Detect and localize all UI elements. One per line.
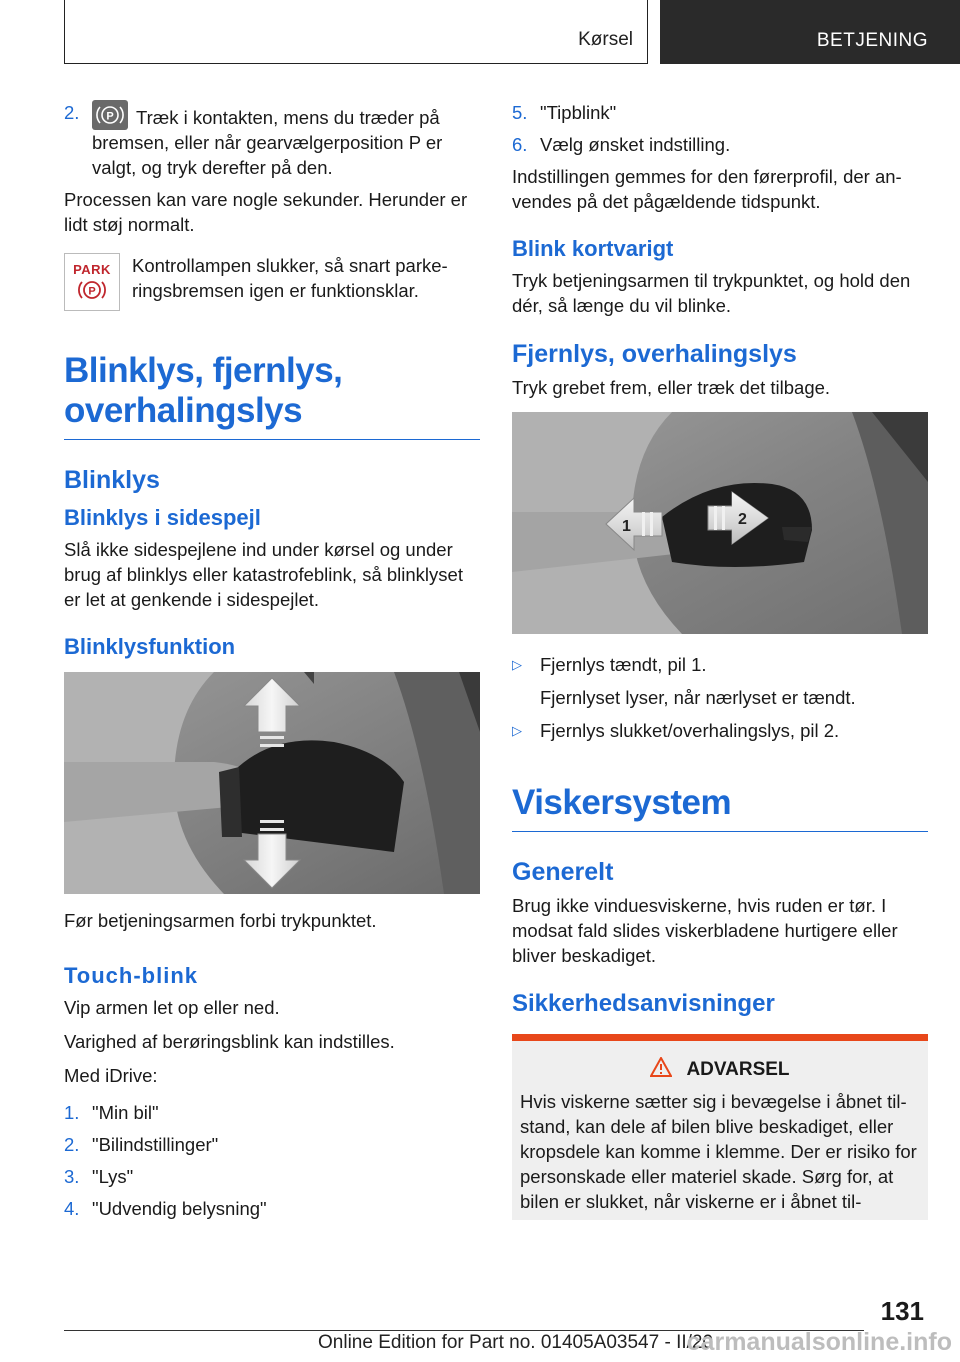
triangle-right-icon: ▷	[512, 657, 522, 672]
list-item: 1. "Min bil"	[64, 1102, 159, 1123]
heading-generelt: Generelt	[512, 858, 614, 886]
touch-paragraph-3: Med iDrive:	[64, 1065, 158, 1086]
left-column	[64, 100, 480, 1228]
heading-fjernlys: Fjernlys, overhalingslys	[512, 340, 797, 368]
heading-touch-blink: Touch-blink	[64, 963, 199, 988]
heading-viskersystem: Viskersystem	[512, 783, 928, 832]
saved-paragraph: Indstillingen gemmes for den førerprofil, der anvendes på det pågældende tidspunkt.	[512, 166, 902, 212]
warning-title: ADVARSEL	[686, 1059, 790, 1080]
footer-watermark: carmanualsonline.info	[686, 1328, 952, 1356]
triangle-right-icon: ▷	[512, 723, 522, 738]
header-section-box	[64, 0, 648, 64]
svg-text:P: P	[88, 285, 96, 297]
step-2-parking	[64, 100, 480, 180]
touch-paragraph-2: Varighed af berøringsblink kan indstilles.	[64, 1031, 395, 1052]
arrow-1-label: 1	[622, 518, 631, 535]
step-text: Træk i kontakten, mens du træder på bremsen, eller når gearvælgerposition P er valgt, og tryk derefter på den.	[92, 107, 443, 178]
list-item: 4. "Udvendig belysning"	[64, 1198, 267, 1219]
high-beam-stalk-image	[512, 412, 928, 634]
heading-blinklysfunktion: Blinklysfunktion	[64, 634, 236, 659]
park-lamp-note	[64, 253, 480, 311]
park-lamp-label: PARK	[73, 261, 111, 277]
generelt-paragraph: Brug ikke vinduesviskerne, hvis ruden er tør. I modsat fald slides viskerbladene hurtigere eller bliver beskadiget.	[512, 895, 898, 966]
header-section-title: Kørsel	[578, 29, 633, 50]
warning-title-row	[520, 1057, 920, 1083]
heading-sidespejl: Blinklys i sidespejl	[64, 505, 261, 530]
header-chapter-tab	[660, 0, 960, 64]
footer-edition: Online Edition for Part no. 01405A03547 - II/20	[318, 1332, 714, 1353]
heading-blink-kortvarigt: Blink kortvarigt	[512, 236, 674, 261]
arrow-2-label: 2	[738, 511, 747, 528]
list-item: ▷ Fjernlys slukket/overhalingslys, pil 2.	[512, 720, 840, 741]
turn-signal-stalk-image	[64, 672, 480, 894]
parking-brake-icon	[92, 100, 128, 130]
page-number: 131	[880, 1296, 924, 1326]
touch-paragraph-1: Vip armen let op eller ned.	[64, 997, 280, 1018]
warning-triangle-icon	[650, 1057, 672, 1083]
list-item: 5. "Tipblink"	[512, 102, 617, 123]
list-item: 3. "Lys"	[64, 1166, 134, 1187]
heading-blinklys: Blinklys	[64, 466, 160, 494]
fjernlys-paragraph: Tryk grebet frem, eller træk det tilbage.	[512, 377, 831, 398]
list-item: 2. "Bilindstillinger"	[64, 1134, 219, 1155]
list-item: ▷ Fjernlys tændt, pil 1. Fjernlyset lyser, når nærlyset er tændt.	[512, 654, 856, 708]
right-column	[512, 100, 928, 1220]
warning-text: Hvis viskerne sætter sig i bevægelse i åbnet tilstand, kan dele af bilen blive beskadiget, eller kropsdele kan komme i klemme. Der er risiko for personskade eller materiel skade. Sørg for, at bilen er slukket, når viskerne er i åbnet til-	[520, 1091, 917, 1212]
step-number: 2.	[64, 102, 80, 123]
main-heading: Blinklys, fjernlys, overhalingslys	[64, 351, 480, 440]
header-chapter-label: BETJENING	[816, 30, 928, 51]
park-lamp-icon	[64, 253, 120, 311]
park-lamp-text: Kontrollampen slukker, så snart parkeringsbremsen igen er funktionsklar.	[132, 255, 448, 301]
process-paragraph: Processen kan vare nogle sekunder. Herunder er lidt støj normalt.	[64, 189, 468, 235]
funktion-paragraph: Før betjeningsarmen forbi trykpunktet.	[64, 910, 377, 931]
kort-paragraph: Tryk betjeningsarmen til trykpunktet, og hold den dér, så længe du vil blinke.	[512, 270, 911, 316]
warning-box	[512, 1034, 928, 1220]
svg-text:P: P	[106, 110, 114, 123]
list-item: 6. Vælg ønsket indstilling.	[512, 134, 731, 155]
heading-sikkerhed: Sikkerhedsanvisninger	[512, 990, 775, 1017]
sidespejl-paragraph: Slå ikke sidespejlene ind under kørsel og under brug af blinklys eller katastrofeblink, så blinklyset er let at genkende i sidespejlet.	[64, 539, 463, 610]
